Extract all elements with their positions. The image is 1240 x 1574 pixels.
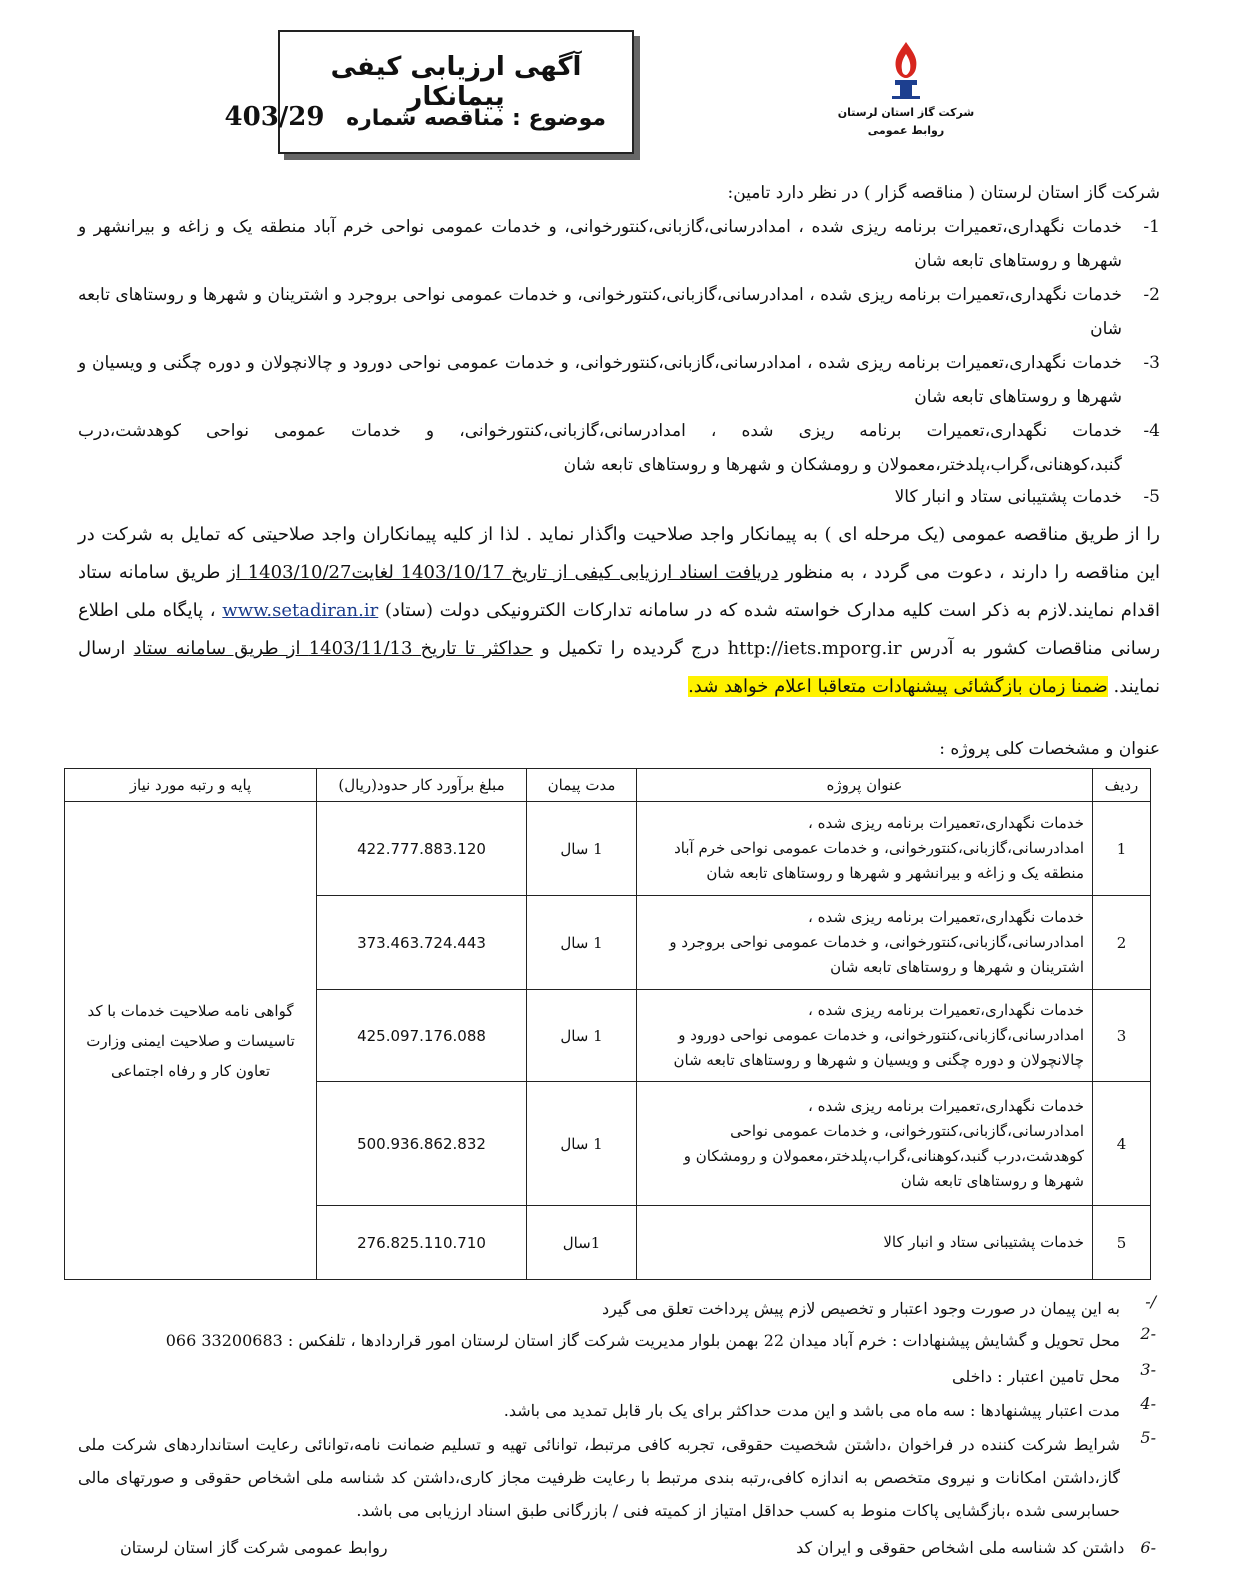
- service-text: خدمات پشتیبانی ستاد و انبار کالا: [894, 487, 1122, 507]
- project-title: خدمات نگهداری،تعمیرات برنامه ریزی شده ، امدادرسانی،گازبانی،کنتورخوانی، و خدمات عمومی نواحی کوهدشت،درب گنبد،کوهنانی،گراب،پلدختر،معمولان و رومشکان و شهرها و روستاهای تابعه شان: [637, 1082, 1093, 1206]
- iets-link[interactable]: http://iets.mporg.ir: [727, 638, 902, 659]
- service-item: [78, 346, 1160, 414]
- paragraph-part: ارسال نمایند.: [78, 638, 1160, 697]
- condition-text: شرایط شرکت کننده در فراخوان ،داشتن شخصیت حقوقی، تجربه کافی مرتبط، توانائی تهیه و تسلیم ضمانت نامه،توانائی رعایت استانداردهای شرکت ملی گاز،داشتن امکانات و نیروی متخصص به اندازه کافی،رتبه بندی مرتبط با رعایت ظرفیت مجاز کاری،داشتن کد شناسه ملی اشخاص حقوقی و صورتهای مالی حسابرسی شده ،بازگشایی پاکات منوط به کسب حداقل امتیاز از کمیته فنی / بازرگانی طبق اسناد ارزیابی می باشد.: [78, 1435, 1121, 1520]
- header-amount: مبلغ برآورد کار حدود(ریال): [317, 769, 527, 802]
- project-duration: 1 سال: [527, 896, 637, 990]
- header-duration: مدت پیمان: [527, 769, 637, 802]
- logo-company-name: شرکت گاز استان لرستان: [837, 106, 975, 119]
- condition-number: -5: [1140, 1428, 1156, 1447]
- title-box: [224, 30, 634, 154]
- condition-item: [78, 1428, 1156, 1527]
- project-duration: 1 سال: [527, 1082, 637, 1206]
- project-duration: 1سال: [527, 1206, 637, 1280]
- service-text: خدمات نگهداری،تعمیرات برنامه ریزی شده ، امدادرسانی،گازبانی،کنتورخوانی، و خدمات عمومی نواحی بروجرد و اشترینان و شهرها و روستاهای تابعه شان: [78, 285, 1122, 339]
- project-amount: 425.097.176.088: [317, 990, 527, 1082]
- condition-number: -4: [1140, 1394, 1156, 1413]
- required-grade: گواهی نامه صلاحیت خدمات با کد تاسیسات و صلاحیت ایمنی وزارت تعاون کار و رفاه اجتماعی: [65, 802, 317, 1280]
- project-title: خدمات پشتیبانی ستاد و انبار کالا: [637, 1206, 1093, 1280]
- subject-label: موضوع : مناقصه شماره: [346, 106, 606, 131]
- project-title: خدمات نگهداری،تعمیرات برنامه ریزی شده ، امدادرسانی،گازبانی،کنتورخوانی، و خدمات عمومی نواحی دورود و چالانچولان و دوره چگنی و ویسیان و شهرها و روستاهای تابعه شان: [637, 990, 1093, 1082]
- table-header-row: [65, 769, 1151, 802]
- row-number: 5: [1093, 1206, 1151, 1280]
- deadline-text: حداکثر تا تاریخ 1403/11/13 از طریق سامانه ستاد: [133, 638, 533, 659]
- table-row: [65, 802, 1151, 896]
- paragraph-part: را از طریق مناقصه عمومی (یک مرحله ای ) به پیمانکار واجد صلاحیت واگذار نماید . لذا از کلیه پیمانکاران واجد صلاحیتی که تمایل به شرکت در این مناقصه را دارند ، دعوت می گردد ، به منظور: [78, 524, 1161, 583]
- condition-text: مدت اعتبار پیشنهادها : سه ماه می باشد و این مدت حداکثر برای یک بار قابل تمدید می باشد.: [503, 1401, 1120, 1420]
- signature: روابط عمومی شرکت گاز استان لرستان: [120, 1538, 388, 1557]
- notice-title: آگهی ارزیابی کیفی پیمانکار: [330, 52, 582, 112]
- header-project-title: عنوان پروژه: [637, 769, 1093, 802]
- condition-item: [78, 1394, 1156, 1427]
- service-item: [78, 414, 1160, 482]
- company-logo: [836, 40, 976, 150]
- service-text: خدمات نگهداری،تعمیرات برنامه ریزی شده ، امدادرسانی،گازبانی،کنتورخوانی، و خدمات عمومی نواحی خرم آباد منطقه یک و زاغه و بیرانشهر و شهرها و روستاهای تابعه شان: [78, 217, 1123, 271]
- tender-number: 403/29: [224, 102, 325, 132]
- service-item: [78, 480, 1160, 514]
- row-number: 1: [1093, 802, 1151, 896]
- last-condition: [796, 1538, 1156, 1557]
- main-paragraph: [78, 516, 1160, 706]
- condition-number: /-: [1145, 1292, 1156, 1311]
- condition-text: محل تامین اعتبار : داخلی: [952, 1367, 1120, 1386]
- service-number: 4-: [1143, 421, 1160, 441]
- condition-number: -3: [1140, 1360, 1156, 1379]
- paragraph-part: طریق سامانه ستاد اقدام نمایند.لازم به ذکر است کلیه مدارک خواسته شده که در سامانه تدارکات الکترونیکی دولت (ستاد): [78, 562, 1161, 621]
- condition-text: داشتن کد شناسه ملی اشخاص حقوقی و ایران کد: [796, 1538, 1125, 1557]
- document-dates: دریافت اسناد ارزیابی کیفی از تاریخ 1403/10/17 لغایت1403/10/27 از: [227, 562, 779, 583]
- project-amount: 500.936.862.832: [317, 1082, 527, 1206]
- row-number: 4: [1093, 1082, 1151, 1206]
- paragraph-part: درج گردیده را تکمیل و: [532, 638, 728, 659]
- project-amount: 276.825.110.710: [317, 1206, 527, 1280]
- project-duration: 1 سال: [527, 802, 637, 896]
- condition-text: به این پیمان در صورت وجود اعتبار و تخصیص لازم پیش پرداخت تعلق می گیرد: [601, 1299, 1120, 1318]
- condition-item: [78, 1360, 1156, 1393]
- project-title: خدمات نگهداری،تعمیرات برنامه ریزی شده ، امدادرسانی،گازبانی،کنتورخوانی، و خدمات عمومی نواحی خرم آباد منطقه یک و زاغه و بیرانشهر و شهرها و روستاهای تابعه شان: [637, 802, 1093, 896]
- service-number: 2-: [1143, 285, 1160, 305]
- intro-text: شرکت گاز استان لرستان ( مناقصه گزار ) در نظر دارد تامین:: [727, 183, 1160, 203]
- service-text: خدمات نگهداری،تعمیرات برنامه ریزی شده ، امدادرسانی،گازبانی،کنتورخوانی، و خدمات عمومی نواحی کوهدشت،درب گنبد،کوهنانی،گراب،پلدختر،معمولان و رومشکان و شهرها و روستاهای تابعه شان: [78, 421, 1122, 475]
- project-title: خدمات نگهداری،تعمیرات برنامه ریزی شده ، امدادرسانی،گازبانی،کنتورخوانی، و خدمات عمومی نواحی بروجرد و اشترینان و شهرها و روستاهای تابعه شان: [637, 896, 1093, 990]
- table-intro: عنوان و مشخصات کلی پروژه :: [939, 739, 1160, 759]
- service-number: 5-: [1143, 487, 1160, 507]
- logo-department: روابط عمومی: [867, 124, 945, 137]
- header-row-no: ردیف: [1093, 769, 1151, 802]
- service-item: [78, 278, 1160, 346]
- service-item: [78, 210, 1160, 278]
- row-number: 2: [1093, 896, 1151, 990]
- condition-item: [78, 1324, 1156, 1357]
- service-number: 3-: [1143, 353, 1160, 373]
- condition-item: [78, 1292, 1156, 1325]
- subject-line: [225, 102, 606, 132]
- projects-table: [64, 768, 1151, 1280]
- paragraph-part: ، پایگاه ملی اطلاع رسانی مناقصات کشور به آدرس: [78, 600, 1161, 659]
- project-duration: 1 سال: [527, 990, 637, 1082]
- condition-text: محل تحویل و گشایش پیشنهادات : خرم آباد میدان 22 بهمن بلوار مدیریت شرکت گاز استان لرستان امور قراردادها ، تلفکس : 33200683 066: [165, 1331, 1120, 1350]
- service-text: خدمات نگهداری،تعمیرات برنامه ریزی شده ، امدادرسانی،گازبانی،کنتورخوانی، و خدمات عمومی نواحی دورود و چالانچولان و دوره چگنی و ویسیان و شهرها و روستاهای تابعه شان: [78, 353, 1122, 407]
- opening-notice-highlight: ضمنا زمان بازگشائی پیشنهادات متعاقبا اعلام خواهد شد.: [688, 676, 1108, 697]
- row-number: 3: [1093, 990, 1151, 1082]
- project-amount: 373.463.724.443: [317, 896, 527, 990]
- gas-flame-logo-icon: [882, 40, 930, 100]
- setadiran-link[interactable]: www.setadiran.ir: [222, 600, 379, 621]
- service-number: 1-: [1143, 217, 1160, 237]
- condition-number: -2: [1140, 1324, 1156, 1343]
- condition-number: -6: [1140, 1538, 1156, 1557]
- header-grade: پایه و رتبه مورد نیاز: [65, 769, 317, 802]
- project-amount: 422.777.883.120: [317, 802, 527, 896]
